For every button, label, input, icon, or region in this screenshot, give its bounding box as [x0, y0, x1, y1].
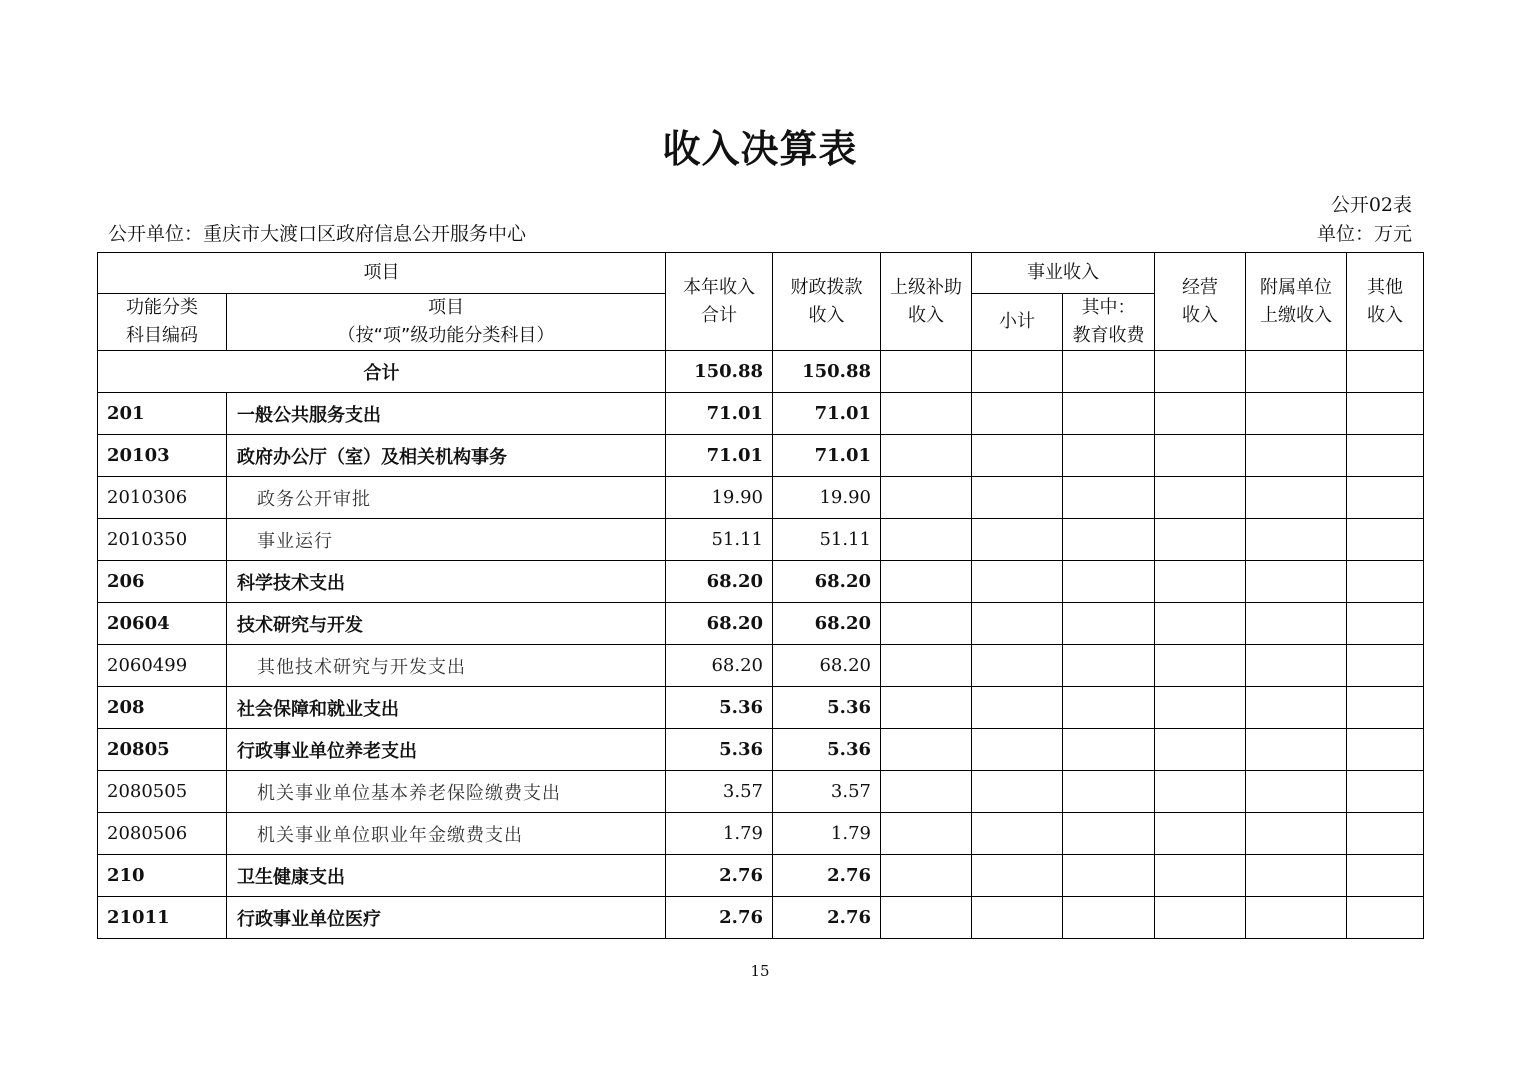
empty-cell	[1155, 687, 1246, 729]
empty-cell	[1347, 687, 1424, 729]
row-code: 20604	[98, 603, 227, 645]
empty-cell	[972, 561, 1063, 603]
row-fiscal: 5.36	[773, 729, 881, 771]
row-fiscal: 5.36	[773, 687, 881, 729]
row-code: 206	[98, 561, 227, 603]
row-fiscal: 3.57	[773, 771, 881, 813]
empty-cell	[1063, 855, 1155, 897]
row-name: 机关事业单位基本养老保险缴费支出	[227, 771, 666, 813]
empty-cell	[1063, 645, 1155, 687]
row-name: 其他技术研究与开发支出	[227, 645, 666, 687]
table-row	[98, 561, 1424, 603]
empty-cell	[881, 603, 972, 645]
empty-cell	[1063, 477, 1155, 519]
row-fiscal: 2.76	[773, 897, 881, 939]
empty-cell	[1063, 393, 1155, 435]
row-name: 事业运行	[227, 519, 666, 561]
empty-cell	[1347, 813, 1424, 855]
row-code: 201	[98, 393, 227, 435]
row-fiscal: 68.20	[773, 561, 881, 603]
row-total: 1.79	[666, 813, 773, 855]
empty-cell	[1347, 729, 1424, 771]
header-project: 项目	[98, 253, 666, 294]
row-total: 2.76	[666, 897, 773, 939]
empty-cell	[1155, 435, 1246, 477]
empty-cell	[1063, 771, 1155, 813]
row-name: 行政事业单位养老支出	[227, 729, 666, 771]
header-education: 其中： 教育收费	[1063, 294, 1155, 351]
row-name: 机关事业单位职业年金缴费支出	[227, 813, 666, 855]
page-title: 收入决算表	[662, 127, 858, 171]
header-affiliate: 附属单位 上缴收入	[1246, 253, 1347, 351]
empty-cell	[972, 519, 1063, 561]
empty-cell	[972, 603, 1063, 645]
empty-cell	[1155, 393, 1246, 435]
total-row	[98, 351, 1424, 393]
row-code: 210	[98, 855, 227, 897]
empty-cell	[1155, 519, 1246, 561]
row-fiscal: 68.20	[773, 645, 881, 687]
empty-cell	[881, 435, 972, 477]
row-code: 2010306	[98, 477, 227, 519]
header-business: 事业收入	[972, 253, 1155, 294]
empty-cell	[972, 771, 1063, 813]
table-row	[98, 687, 1424, 729]
row-total: 71.01	[666, 435, 773, 477]
header-operating: 经营 收入	[1155, 253, 1246, 351]
empty-cell	[1347, 645, 1424, 687]
empty-cell	[881, 477, 972, 519]
empty-cell	[1155, 477, 1246, 519]
empty-cell	[881, 813, 972, 855]
empty-cell	[1063, 519, 1155, 561]
table-row	[98, 897, 1424, 939]
row-fiscal: 71.01	[773, 393, 881, 435]
empty-cell	[1246, 393, 1347, 435]
row-total: 68.20	[666, 603, 773, 645]
empty-cell	[972, 813, 1063, 855]
empty-cell	[1347, 519, 1424, 561]
empty-cell	[881, 519, 972, 561]
empty-cell	[1347, 897, 1424, 939]
row-code: 20805	[98, 729, 227, 771]
empty-cell	[972, 435, 1063, 477]
row-code: 2080505	[98, 771, 227, 813]
empty-cell	[1246, 519, 1347, 561]
header-row-1	[98, 253, 1424, 294]
empty-cell	[1347, 477, 1424, 519]
row-total: 68.20	[666, 645, 773, 687]
row-total: 19.90	[666, 477, 773, 519]
total-fiscal: 150.88	[773, 351, 881, 393]
table-row	[98, 855, 1424, 897]
row-name: 卫生健康支出	[227, 855, 666, 897]
row-code: 2010350	[98, 519, 227, 561]
empty-cell	[972, 393, 1063, 435]
empty-cell	[1347, 771, 1424, 813]
row-name: 政府办公厅（室）及相关机构事务	[227, 435, 666, 477]
row-total: 5.36	[666, 687, 773, 729]
row-code: 2080506	[98, 813, 227, 855]
row-name: 技术研究与开发	[227, 603, 666, 645]
empty-cell	[972, 855, 1063, 897]
empty-cell	[1246, 687, 1347, 729]
empty-cell	[881, 729, 972, 771]
empty-cell	[1246, 435, 1347, 477]
row-total: 51.11	[666, 519, 773, 561]
table-row	[98, 729, 1424, 771]
total-label: 合计	[98, 351, 666, 393]
table-row	[98, 477, 1424, 519]
empty-cell	[881, 645, 972, 687]
total-income: 150.88	[666, 351, 773, 393]
row-fiscal: 51.11	[773, 519, 881, 561]
empty-cell	[1246, 855, 1347, 897]
empty-cell	[1155, 645, 1246, 687]
empty-cell	[1063, 897, 1155, 939]
row-total: 2.76	[666, 855, 773, 897]
row-name: 一般公共服务支出	[227, 393, 666, 435]
empty-cell	[972, 897, 1063, 939]
row-fiscal: 68.20	[773, 603, 881, 645]
empty-cell	[972, 729, 1063, 771]
header-superior: 上级补助 收入	[881, 253, 972, 351]
empty-cell	[1063, 687, 1155, 729]
empty-cell	[1246, 645, 1347, 687]
empty-cell	[1155, 897, 1246, 939]
row-fiscal: 19.90	[773, 477, 881, 519]
row-fiscal: 71.01	[773, 435, 881, 477]
row-code: 208	[98, 687, 227, 729]
empty-cell	[1155, 561, 1246, 603]
table-row	[98, 435, 1424, 477]
empty-cell	[1246, 477, 1347, 519]
header-fiscal: 财政拨款 收入	[773, 253, 881, 351]
form-number: 公开02表	[1330, 194, 1412, 216]
row-fiscal: 2.76	[773, 855, 881, 897]
empty-cell	[1246, 561, 1347, 603]
row-name: 政务公开审批	[227, 477, 666, 519]
income-table	[97, 252, 1424, 939]
row-name: 社会保障和就业支出	[227, 687, 666, 729]
empty-cell	[1246, 603, 1347, 645]
empty-cell	[1155, 603, 1246, 645]
empty-cell	[1347, 393, 1424, 435]
row-name: 行政事业单位医疗	[227, 897, 666, 939]
table-row	[98, 813, 1424, 855]
empty-cell	[1246, 897, 1347, 939]
empty-cell	[881, 687, 972, 729]
empty-cell	[881, 771, 972, 813]
empty-cell	[1063, 435, 1155, 477]
empty-cell	[1347, 603, 1424, 645]
row-code: 20103	[98, 435, 227, 477]
empty-cell	[1155, 855, 1246, 897]
empty-cell	[881, 897, 972, 939]
empty-cell	[1347, 435, 1424, 477]
empty-cell	[1155, 729, 1246, 771]
row-name: 科学技术支出	[227, 561, 666, 603]
empty-cell	[1246, 813, 1347, 855]
empty-cell	[881, 855, 972, 897]
row-total: 5.36	[666, 729, 773, 771]
empty-cell	[1063, 813, 1155, 855]
empty-cell	[1063, 603, 1155, 645]
table-row	[98, 519, 1424, 561]
empty-cell	[1347, 561, 1424, 603]
reporting-unit: 公开单位：重庆市大渡口区政府信息公开服务中心	[108, 223, 527, 245]
empty-cell	[1155, 771, 1246, 813]
empty-cell	[1155, 813, 1246, 855]
row-total: 3.57	[666, 771, 773, 813]
empty-cell	[1063, 561, 1155, 603]
empty-cell	[1246, 771, 1347, 813]
header-subtotal: 小计	[972, 294, 1063, 351]
header-name: 项目 （按“项”级功能分类科目）	[227, 294, 666, 351]
empty-cell	[1347, 855, 1424, 897]
empty-cell	[881, 393, 972, 435]
header-code: 功能分类 科目编码	[98, 294, 227, 351]
row-fiscal: 1.79	[773, 813, 881, 855]
empty-cell	[1246, 729, 1347, 771]
row-total: 71.01	[666, 393, 773, 435]
empty-cell	[972, 645, 1063, 687]
empty-cell	[972, 477, 1063, 519]
table-row	[98, 603, 1424, 645]
row-code: 21011	[98, 897, 227, 939]
currency-unit: 单位：万元	[1316, 223, 1412, 245]
row-code: 2060499	[98, 645, 227, 687]
row-total: 68.20	[666, 561, 773, 603]
table-row	[98, 393, 1424, 435]
empty-cell	[972, 687, 1063, 729]
empty-cell	[881, 561, 972, 603]
empty-cell	[1063, 729, 1155, 771]
table-row	[98, 771, 1424, 813]
page-number: 15	[750, 962, 770, 980]
header-total: 本年收入 合计	[666, 253, 773, 351]
header-other: 其他 收入	[1347, 253, 1424, 351]
table-row	[98, 645, 1424, 687]
